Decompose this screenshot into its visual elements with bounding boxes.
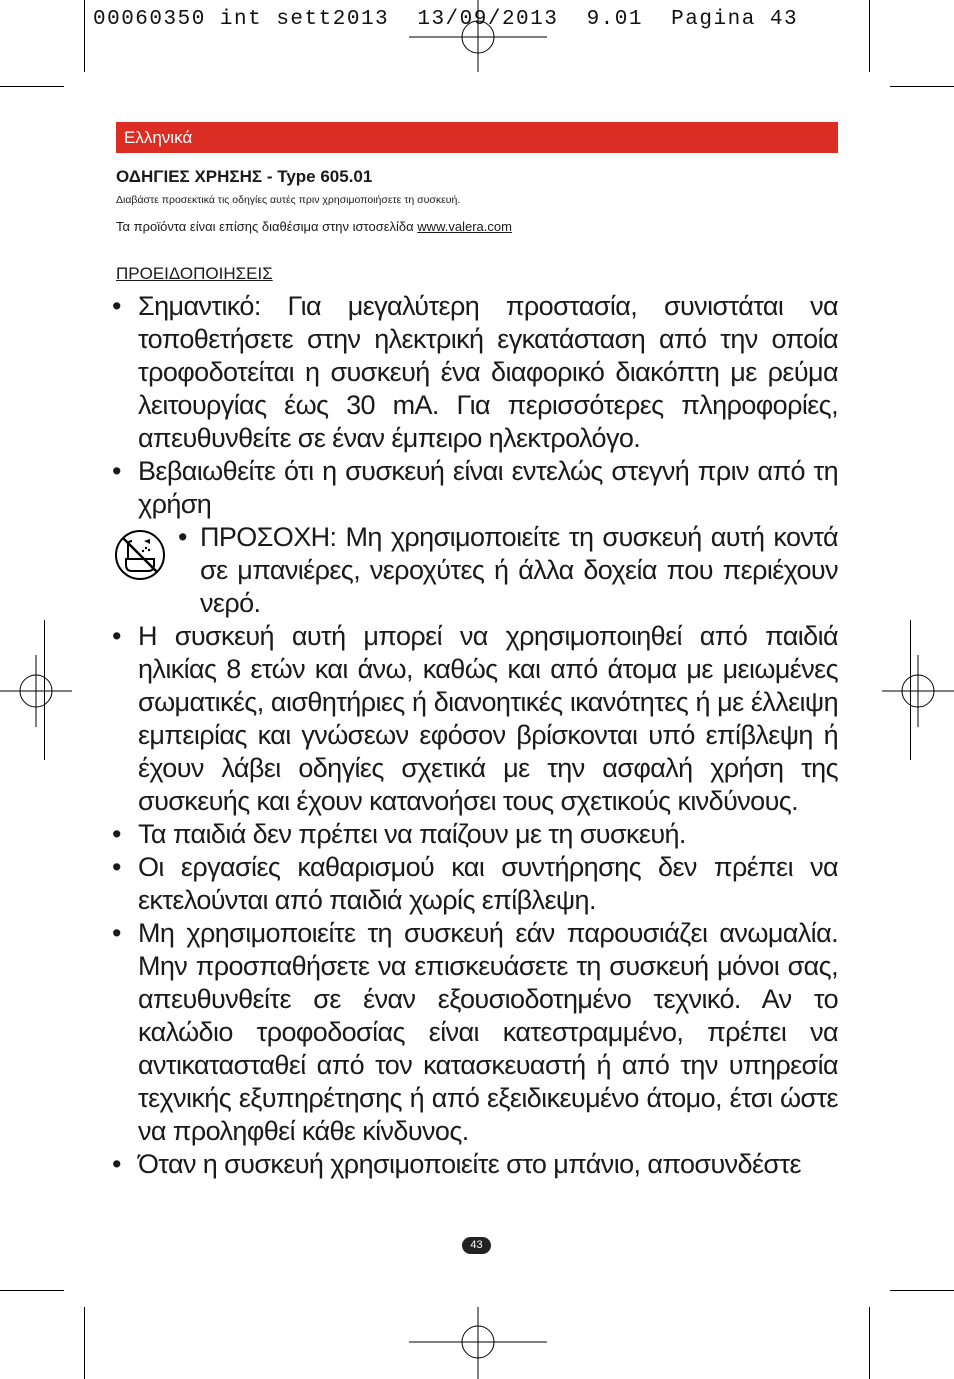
crosshair-icon xyxy=(0,655,72,727)
website-note xyxy=(116,219,512,234)
crosshair-icon xyxy=(882,655,954,727)
crop-mark xyxy=(84,0,85,72)
page-number: 43 xyxy=(462,1237,491,1254)
list-item: • Η συσκευή αυτή μπορεί να χρησιμοποιηθεί από παιδιά ηλικίας 8 ετών και άνω, καθώς και από άτομα με μειωμένες σωματικές, αισθητήριες ή διανοητικές ικανότητες ή με έλλειψη εμπειρίας και γνώσεων εφόσον βρίσκονται υπό επίβλεψη ή έχουν λάβει οδηγίες σχετικά με την ασφαλή χρήση της συσκευής και έχουν κατανοήσει τους σχετικούς κινδύνους. xyxy=(112,620,838,818)
list-item: • Βεβαιωθείτε ότι η συσκευή είναι εντελώς στεγνή πριν από τη χρήση xyxy=(112,455,838,521)
list-item: • Τα παιδιά δεν πρέπει να παίζουν με τη συσκευή. xyxy=(112,818,838,851)
crop-mark xyxy=(869,1307,870,1379)
section-heading: ΠΡΟΕΙΔΟΠΟΙΗΣΕΙΣ xyxy=(116,264,273,283)
document-title: ΟΔΗΓΙΕΣ ΧΡΗΣΗΣ - Type 605.01 xyxy=(116,167,373,186)
website-link[interactable]: www.valera.com xyxy=(417,219,512,234)
list-item: • Οι εργασίες καθαρισμού και συντήρησης δεν πρέπει να εκτελούνται από παιδιά χωρίς επίβλεψη. xyxy=(112,851,838,917)
list-item: • Όταν η συσκευή χρησιμοποιείτε στο μπάνιο, αποσυνδέστε xyxy=(112,1148,838,1181)
list-item: • Σημαντικό: Για μεγαλύτερη προστασία, συνιστάται να τοποθετήσετε στην ηλεκτρική εγκατάσταση από την οποία τροφοδοτείται η συσκευή ένα διαφορικό διακόπτη με ρεύμα λειτουργίας έως 30 mA. Για περισσότερες πληροφορίες, απευθυνθείτε σε έναν έμπειρο ηλεκτρολόγο. xyxy=(112,290,838,455)
crosshair-icon xyxy=(409,1307,547,1379)
list-item: • Μη χρησιμοποιείτε τη συσκευή εάν παρουσιάζει ανωμαλία. Μην προσπαθήσετε να επισκευάσετε τη συσκευή μόνοι σας, απευθυνθείτε σε έναν εξουσιοδοτημένο τεχνικό. Αν το καλώδιο τροφοδοσίας είναι κατεστραμμένο, πρέπει να αντικατασταθεί από τον κατασκευαστή ή από την υπηρεσία τεχνικής εξυπηρέτησης ή από εξειδικευμένο άτομο, έτσι ώστε να προληφθεί κάθε κίνδυνος. xyxy=(112,917,838,1148)
crop-mark xyxy=(890,86,954,87)
no-water-bath-icon xyxy=(114,529,166,581)
list-item-warning xyxy=(112,521,838,620)
print-slug: 00060350 int sett2013 13/09/2013 9.01 Pagina 43 xyxy=(93,8,799,31)
language-bar: Ελληνικά xyxy=(116,122,838,153)
warning-text: ΠΡΟΣΟΧΗ: Μη χρησιμοποιείτε τη συσκευή αυτή κοντά σε μπανιέρες, νεροχύτες ή άλλα δοχεία που περιέχουν νερό. xyxy=(200,522,838,618)
crop-mark xyxy=(0,1290,64,1291)
crop-mark xyxy=(869,0,870,72)
crop-mark xyxy=(84,1307,85,1379)
crop-mark xyxy=(890,1290,954,1291)
crop-mark xyxy=(0,86,64,87)
crosshair-icon xyxy=(409,0,547,72)
intro-note: Διαβάστε προσεκτικά τις οδηγίες αυτές πριν χρησιμοποιήσετε τη συσκευή. xyxy=(116,194,461,206)
warnings-list xyxy=(112,290,838,1181)
website-text: Τα προϊόντα είναι επίσης διαθέσιμα στην ιστοσελίδα xyxy=(116,219,414,234)
